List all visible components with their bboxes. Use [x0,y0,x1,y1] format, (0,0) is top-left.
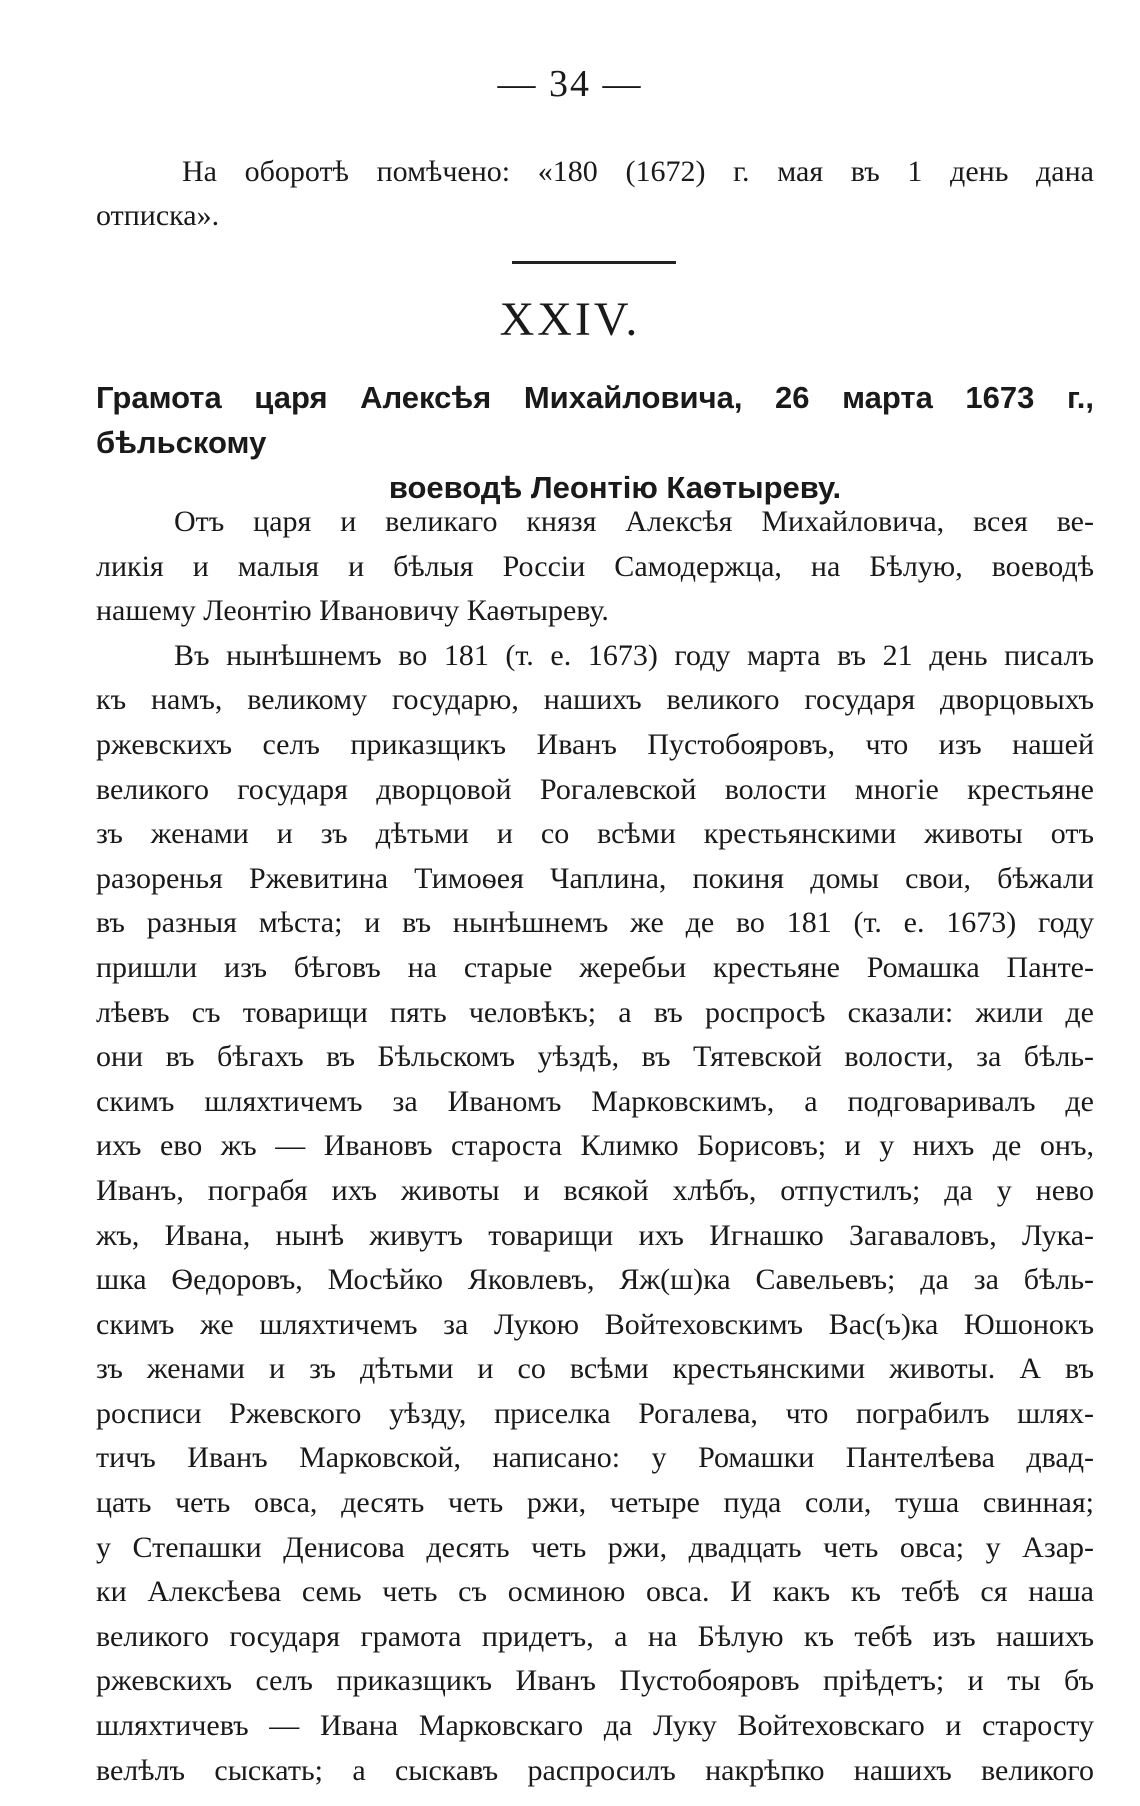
body-line: шка Ѳедоровъ, Мосѣйко Яковлевъ, Яж(ш)ка Савельевъ; да за бѣль- [96,1263,1094,1297]
body-line: тичъ Иванъ Марковской, написано: у Ромашки Пантелѣева двад- [96,1441,1094,1475]
section-divider [512,261,676,264]
body-line: зъ женами и зъ дѣтьми и со всѣми крестьянскими животы. А въ [96,1352,1094,1386]
document-title [96,375,1094,510]
document-number: XXIV. [499,293,641,346]
body-line: разоренья Ржевитина Тимоѳея Чаплина, покиня домы свои, бѣжали [96,861,1094,895]
body-line: ликія и малыя и бѣлыя Россіи Самодержца, на Бѣлую, воеводѣ [96,549,1094,583]
title-line: воеводѣ Леонтію Каѳтыреву. [388,470,842,505]
body-line: у Степашки Денисова десять четь ржи, двадцать четь овса; у Азар- [96,1530,1094,1564]
body-line: Отъ царя и великаго князя Алексѣя Михайловича, всея ве- [174,505,1094,538]
endorsement-note [96,150,1094,238]
body-line: зъ женами и зъ дѣтьми и со всѣми крестьянскими животы отъ [96,817,1094,851]
note-line: отписка». [96,199,220,232]
body-line: скимъ шляхтичемъ за Иваномъ Марковскимъ, а подговаривалъ де [96,1084,1094,1118]
body-line: ржевскихъ селъ приказщикъ Иванъ Пустобояровъ пріѣдетъ; и ты бъ [96,1664,1094,1698]
body-line: лѣевъ съ товарищи пять человѣкъ; а въ роспросѣ сказали: жили де [96,995,1094,1029]
title-line: Грамота царя Алексѣя Михайловича, 26 марта 1673 г., бѣльскому [96,380,1094,460]
body-line: къ намъ, великому государю, нашихъ великого государя дворцовыхъ [96,683,1094,717]
body-line: великого государя грамота придетъ, а на Бѣлую къ тебѣ изъ нашихъ [96,1619,1094,1653]
document-body [96,500,1094,1793]
page-number: — 34 — [497,63,643,105]
body-line: великого государя дворцовой Рогалевской волости многіе крестьяне [96,772,1094,806]
body-line: пришли изъ бѣговъ на старые жеребьи крестьяне Ромашка Панте- [96,950,1094,984]
body-line: Иванъ, пограбя ихъ животы и всякой хлѣбъ, отпустилъ; да у нево [96,1173,1094,1207]
body-line: ки Алексѣева семь четь съ осминою овса. И какъ къ тебѣ ся наша [96,1575,1094,1609]
body-line: шляхтичевъ — Ивана Марковскаго да Луку Войтеховскаго и старосту [96,1709,1094,1743]
body-line: росписи Ржевского уѣзду, приселка Рогалева, что пограбилъ шлях- [96,1396,1094,1430]
body-line: ржевскихъ селъ приказщикъ Иванъ Пустобояровъ, что изъ нашей [96,727,1094,761]
body-line: цать четь овса, десять четь ржи, четыре пуда соли, туша свинная; [96,1486,1094,1520]
note-line: На оборотѣ помѣчено: «180 (1672) г. мая въ 1 день дана [182,155,1094,188]
body-line: въ разныя мѣста; и въ нынѣшнемъ же де во 181 (т. е. 1673) году [96,906,1094,940]
body-line: Въ нынѣшнемъ во 181 (т. е. 1673) году марта въ 21 день писалъ [174,638,1094,672]
body-line: они въ бѣгахъ въ Бѣльскомъ уѣздѣ, въ Тятевской волости, за бѣль- [96,1040,1094,1074]
body-line: жъ, Ивана, нынѣ живутъ товарищи ихъ Игнашко Загаваловъ, Лука- [96,1218,1094,1252]
body-line: ихъ ево жъ — Ивановъ староста Климко Борисовъ; и у нихъ де онъ, [96,1129,1094,1163]
body-line: велѣлъ сыскать; а сыскавъ распросилъ накрѣпко нашихъ великого [96,1753,1094,1787]
body-line: нашему Леонтію Ивановичу Каѳтыреву. [96,594,609,628]
body-line: скимъ же шляхтичемъ за Лукою Войтеховскимъ Вас(ъ)ка Юшонокъ [96,1307,1094,1341]
